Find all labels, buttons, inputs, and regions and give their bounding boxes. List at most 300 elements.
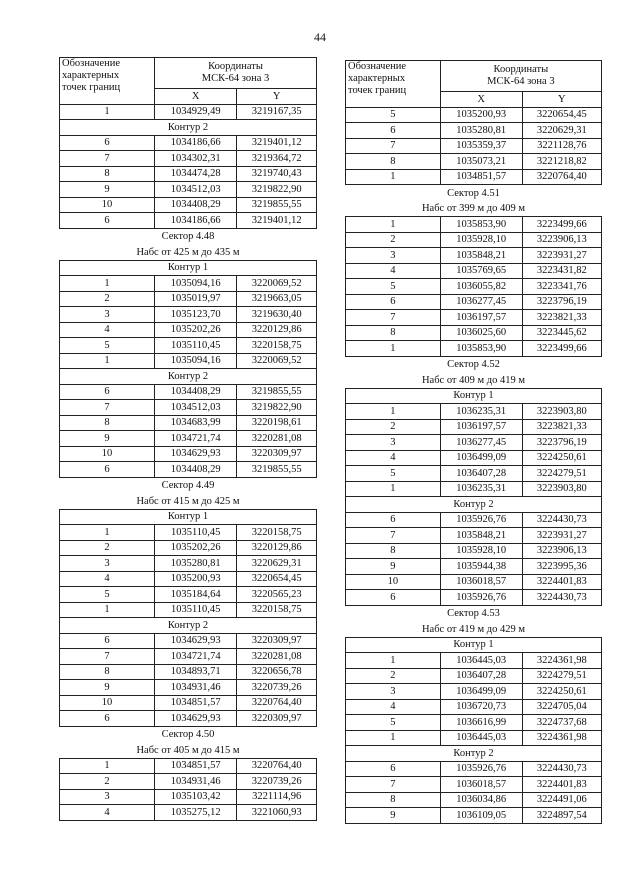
table-row xyxy=(60,805,317,821)
point-number-cell: 1 xyxy=(346,404,441,420)
table-row xyxy=(346,668,602,684)
y-coordinate-cell: 3223903,80 xyxy=(522,404,601,420)
y-coordinate-cell: 3220654,45 xyxy=(237,571,317,587)
y-coordinate-cell: 3220764,40 xyxy=(237,758,317,774)
x-coordinate-cell: 1034186,66 xyxy=(155,213,237,229)
sector-caption-row xyxy=(60,244,317,260)
x-coordinate-cell: 1034893,71 xyxy=(155,664,237,680)
point-number-cell: 10 xyxy=(60,695,155,711)
y-coordinate-cell: 3219855,55 xyxy=(237,462,317,478)
y-coordinate-cell: 3224897,54 xyxy=(522,808,601,824)
table-row xyxy=(60,525,317,541)
sector-caption: Сектор 4.50 xyxy=(161,729,215,741)
point-number-cell: 7 xyxy=(346,777,441,793)
y-coordinate-cell: 3219740,43 xyxy=(237,166,317,182)
table-row xyxy=(60,338,317,354)
table-row xyxy=(60,664,317,680)
table-row xyxy=(346,123,602,139)
table-row xyxy=(346,528,602,544)
x-coordinate-cell: 1034408,29 xyxy=(155,462,237,478)
point-number-cell: 5 xyxy=(346,466,441,482)
table-header-row xyxy=(60,58,317,89)
coordinates-table-right xyxy=(345,60,602,824)
table-row xyxy=(346,263,602,279)
point-number-cell: 10 xyxy=(60,197,155,213)
sector-caption-row xyxy=(60,742,317,758)
contour-label-row xyxy=(60,509,317,525)
table-row xyxy=(60,587,317,603)
point-number-cell: 5 xyxy=(60,587,155,603)
y-coordinate-cell: 3220281,08 xyxy=(237,431,317,447)
point-number-cell: 2 xyxy=(60,291,155,307)
x-coordinate-cell: 1036197,57 xyxy=(440,419,522,435)
y-coordinate-cell: 3220129,86 xyxy=(237,322,317,338)
point-number-cell: 3 xyxy=(60,307,155,323)
y-coordinate-cell: 3223906,13 xyxy=(522,543,601,559)
table-row xyxy=(60,446,317,462)
x-coordinate-cell: 1035848,21 xyxy=(440,528,522,544)
table-row xyxy=(60,758,317,774)
table-row xyxy=(346,169,602,185)
contour-label: Контур 2 xyxy=(346,746,602,762)
x-coordinate-cell: 1034512,03 xyxy=(155,400,237,416)
sector-caption: Сектор 4.49 xyxy=(161,480,215,492)
table-row xyxy=(346,466,602,482)
table-row xyxy=(346,653,602,669)
table-row xyxy=(346,481,602,497)
y-coordinate-cell: 3223796,19 xyxy=(522,294,601,310)
table-row xyxy=(346,792,602,808)
sector-caption: Сектор 4.52 xyxy=(447,359,500,371)
x-coordinate-cell: 1036616,99 xyxy=(440,715,522,731)
table-row xyxy=(60,151,317,167)
points-label-line: точек границ xyxy=(62,82,121,94)
table-row xyxy=(346,325,602,341)
sector-caption-row xyxy=(346,372,602,388)
y-coordinate-cell: 3224430,73 xyxy=(522,512,601,528)
sector-caption: Сектор 4.53 xyxy=(447,608,500,620)
contour-label: Контур 2 xyxy=(60,120,317,136)
y-coordinate-cell: 3223796,19 xyxy=(522,435,601,451)
point-number-cell: 1 xyxy=(60,602,155,618)
left-coordinates-column xyxy=(59,57,317,821)
y-coordinate-cell: 3224430,73 xyxy=(522,590,601,606)
point-number-cell: 1 xyxy=(346,169,441,185)
point-number-cell: 2 xyxy=(60,540,155,556)
point-number-cell: 7 xyxy=(346,138,441,154)
table-row xyxy=(346,138,602,154)
point-number-cell: 6 xyxy=(346,294,441,310)
x-coordinate-cell: 1035073,21 xyxy=(440,154,522,170)
table-row xyxy=(346,512,602,528)
table-row xyxy=(60,415,317,431)
x-coordinate-cell: 1035202,26 xyxy=(155,322,237,338)
point-number-cell: 8 xyxy=(346,154,441,170)
y-coordinate-cell: 3220629,31 xyxy=(522,123,601,139)
y-coordinate-cell: 3220069,52 xyxy=(237,353,317,369)
point-number-cell: 8 xyxy=(346,792,441,808)
x-coordinate-cell: 1036197,57 xyxy=(440,310,522,326)
y-coordinate-cell: 3224250,61 xyxy=(522,684,601,700)
table-row xyxy=(60,431,317,447)
x-coordinate-cell: 1035094,16 xyxy=(155,353,237,369)
y-coordinate-cell: 3221060,93 xyxy=(237,805,317,821)
contour-label: Контур 2 xyxy=(346,497,602,513)
points-label-line: Обозначение xyxy=(62,58,121,69)
point-number-cell: 6 xyxy=(346,123,441,139)
y-coordinate-cell: 3223821,33 xyxy=(522,419,601,435)
table-row xyxy=(346,715,602,731)
x-coordinate-cell: 1035926,76 xyxy=(440,590,522,606)
y-coordinate-cell: 3220158,75 xyxy=(237,338,317,354)
point-number-cell: 1 xyxy=(346,217,441,233)
y-coordinate-cell: 3219855,55 xyxy=(237,197,317,213)
table-row xyxy=(60,571,317,587)
table-row xyxy=(60,789,317,805)
point-number-cell: 6 xyxy=(60,633,155,649)
point-number-cell: 6 xyxy=(60,711,155,727)
x-coordinate-cell: 1035123,70 xyxy=(155,307,237,323)
x-coordinate-cell: 1036109,05 xyxy=(440,808,522,824)
y-coordinate-cell: 3224401,83 xyxy=(522,574,601,590)
points-label-header xyxy=(346,61,441,108)
sector-caption-row xyxy=(346,201,602,217)
table-row xyxy=(346,684,602,700)
point-number-cell: 6 xyxy=(60,213,155,229)
x-coordinate-cell: 1035110,45 xyxy=(155,338,237,354)
x-coordinate-cell: 1035275,12 xyxy=(155,805,237,821)
table-row xyxy=(60,166,317,182)
table-row xyxy=(346,450,602,466)
sector-caption-row xyxy=(346,185,602,201)
y-coordinate-cell: 3220309,97 xyxy=(237,711,317,727)
point-number-cell: 9 xyxy=(60,182,155,198)
table-row xyxy=(60,182,317,198)
x-coordinate-cell: 1035280,81 xyxy=(440,123,522,139)
x-column-header: X xyxy=(440,92,522,108)
x-coordinate-cell: 1034931,46 xyxy=(155,680,237,696)
x-coordinate-cell: 1035280,81 xyxy=(155,556,237,572)
point-number-cell: 5 xyxy=(60,338,155,354)
y-coordinate-cell: 3219663,05 xyxy=(237,291,317,307)
y-coordinate-cell: 3220309,97 xyxy=(237,446,317,462)
x-coordinate-cell: 1034683,99 xyxy=(155,415,237,431)
coordinate-system: МСК-64 зона 3 xyxy=(201,73,270,84)
point-number-cell: 9 xyxy=(346,808,441,824)
sector-caption-row xyxy=(346,621,602,637)
y-coordinate-cell: 3221114,96 xyxy=(237,789,317,805)
point-number-cell: 4 xyxy=(60,571,155,587)
x-coordinate-cell: 1036407,28 xyxy=(440,668,522,684)
point-number-cell: 6 xyxy=(60,135,155,151)
point-number-cell: 1 xyxy=(346,341,441,357)
point-number-cell: 10 xyxy=(60,446,155,462)
x-coordinate-cell: 1036720,73 xyxy=(440,699,522,715)
y-coordinate-cell: 3224361,98 xyxy=(522,653,601,669)
table-row xyxy=(60,556,317,572)
table-row xyxy=(346,808,602,824)
contour-label: Контур 1 xyxy=(60,260,317,276)
x-coordinate-cell: 1036235,31 xyxy=(440,481,522,497)
table-row xyxy=(346,279,602,295)
x-coordinate-cell: 1036018,57 xyxy=(440,574,522,590)
x-coordinate-cell: 1036034,86 xyxy=(440,792,522,808)
y-coordinate-cell: 3223931,27 xyxy=(522,248,601,264)
point-number-cell: 1 xyxy=(60,104,155,120)
point-number-cell: 7 xyxy=(60,649,155,665)
point-number-cell: 1 xyxy=(346,481,441,497)
sector-caption: Набс от 415 м до 425 м xyxy=(136,495,240,507)
x-coordinate-cell: 1035200,93 xyxy=(155,571,237,587)
table-row xyxy=(60,602,317,618)
points-label-header xyxy=(60,58,155,105)
table-row xyxy=(346,699,602,715)
x-coordinate-cell: 1034512,03 xyxy=(155,182,237,198)
y-coordinate-cell: 3224737,68 xyxy=(522,715,601,731)
point-number-cell: 6 xyxy=(346,590,441,606)
x-coordinate-cell: 1034474,28 xyxy=(155,166,237,182)
y-coordinate-cell: 3224401,83 xyxy=(522,777,601,793)
y-coordinate-cell: 3220309,97 xyxy=(237,633,317,649)
table-row xyxy=(346,341,602,357)
y-coordinate-cell: 3223499,66 xyxy=(522,217,601,233)
contour-label-row xyxy=(346,388,602,404)
point-number-cell: 8 xyxy=(60,415,155,431)
point-number-cell: 2 xyxy=(346,232,441,248)
y-coordinate-cell: 3224279,51 xyxy=(522,466,601,482)
x-coordinate-cell: 1034931,46 xyxy=(155,774,237,790)
coordinates-header xyxy=(155,58,317,89)
table-row xyxy=(60,649,317,665)
x-coordinate-cell: 1034851,57 xyxy=(440,169,522,185)
y-coordinate-cell: 3220129,86 xyxy=(237,540,317,556)
sector-caption-row xyxy=(60,477,317,493)
x-coordinate-cell: 1034721,74 xyxy=(155,431,237,447)
table-row xyxy=(346,543,602,559)
sector-caption: Набс от 425 м до 435 м xyxy=(136,246,240,258)
sector-caption-row xyxy=(60,493,317,509)
point-number-cell: 2 xyxy=(346,668,441,684)
y-coordinate-cell: 3223499,66 xyxy=(522,341,601,357)
y-coordinate-cell: 3220739,26 xyxy=(237,680,317,696)
y-coordinate-cell: 3221128,76 xyxy=(522,138,601,154)
table-row xyxy=(346,419,602,435)
y-coordinate-cell: 3219401,12 xyxy=(237,213,317,229)
point-number-cell: 6 xyxy=(346,512,441,528)
x-coordinate-cell: 1035103,42 xyxy=(155,789,237,805)
point-number-cell: 1 xyxy=(60,353,155,369)
point-number-cell: 4 xyxy=(346,263,441,279)
x-coordinate-cell: 1035853,90 xyxy=(440,217,522,233)
table-row xyxy=(346,248,602,264)
sector-caption-row xyxy=(60,228,317,244)
point-number-cell: 8 xyxy=(346,325,441,341)
sector-caption-row xyxy=(346,356,602,372)
contour-label: Контур 2 xyxy=(60,369,317,385)
table-row xyxy=(346,574,602,590)
point-number-cell: 1 xyxy=(346,730,441,746)
y-column-header: Y xyxy=(522,92,601,108)
sector-caption: Набс от 405 м до 415 м xyxy=(136,744,240,756)
y-coordinate-cell: 3224491,06 xyxy=(522,792,601,808)
points-label-line: Обозначение xyxy=(348,61,407,72)
y-coordinate-cell: 3221218,82 xyxy=(522,154,601,170)
y-coordinate-cell: 3223341,76 xyxy=(522,279,601,295)
x-coordinate-cell: 1034721,74 xyxy=(155,649,237,665)
y-coordinate-cell: 3220629,31 xyxy=(237,556,317,572)
point-number-cell: 6 xyxy=(60,462,155,478)
table-row xyxy=(346,232,602,248)
point-number-cell: 5 xyxy=(346,715,441,731)
y-coordinate-cell: 3219822,90 xyxy=(237,182,317,198)
page-number: 44 xyxy=(314,30,326,44)
x-coordinate-cell: 1035110,45 xyxy=(155,602,237,618)
x-coordinate-cell: 1036407,28 xyxy=(440,466,522,482)
table-row xyxy=(60,633,317,649)
table-row xyxy=(60,276,317,292)
table-row xyxy=(346,777,602,793)
y-coordinate-cell: 3219822,90 xyxy=(237,400,317,416)
y-coordinate-cell: 3223445,62 xyxy=(522,325,601,341)
y-coordinate-cell: 3220654,45 xyxy=(522,107,601,123)
points-label-line: характерных xyxy=(62,70,120,82)
point-number-cell: 7 xyxy=(60,151,155,167)
x-coordinate-cell: 1035184,64 xyxy=(155,587,237,603)
y-coordinate-cell: 3224361,98 xyxy=(522,730,601,746)
x-coordinate-cell: 1034851,57 xyxy=(155,758,237,774)
x-coordinate-cell: 1035848,21 xyxy=(440,248,522,264)
y-coordinate-cell: 3220656,78 xyxy=(237,664,317,680)
x-coordinate-cell: 1035202,26 xyxy=(155,540,237,556)
contour-label: Контур 1 xyxy=(346,388,602,404)
table-row xyxy=(346,107,602,123)
x-coordinate-cell: 1034851,57 xyxy=(155,695,237,711)
point-number-cell: 6 xyxy=(60,384,155,400)
contour-label: Контур 1 xyxy=(346,637,602,653)
y-column-header: Y xyxy=(237,89,317,105)
point-number-cell: 7 xyxy=(346,310,441,326)
point-number-cell: 1 xyxy=(60,525,155,541)
point-number-cell: 5 xyxy=(346,279,441,295)
x-coordinate-cell: 1034629,93 xyxy=(155,711,237,727)
y-coordinate-cell: 3220281,08 xyxy=(237,649,317,665)
table-row xyxy=(346,559,602,575)
table-row xyxy=(346,154,602,170)
y-coordinate-cell: 3220764,40 xyxy=(237,695,317,711)
point-number-cell: 7 xyxy=(60,400,155,416)
x-coordinate-cell: 1034408,29 xyxy=(155,384,237,400)
point-number-cell: 3 xyxy=(60,789,155,805)
x-coordinate-cell: 1035928,10 xyxy=(440,232,522,248)
table-row xyxy=(346,404,602,420)
x-coordinate-cell: 1036277,45 xyxy=(440,294,522,310)
contour-label-row xyxy=(346,637,602,653)
table-row xyxy=(60,400,317,416)
x-coordinate-cell: 1034302,31 xyxy=(155,151,237,167)
y-coordinate-cell: 3220565,23 xyxy=(237,587,317,603)
sector-caption: Набс от 419 м до 429 м xyxy=(421,623,526,635)
y-coordinate-cell: 3223906,13 xyxy=(522,232,601,248)
x-coordinate-cell: 1035094,16 xyxy=(155,276,237,292)
y-coordinate-cell: 3219855,55 xyxy=(237,384,317,400)
table-row xyxy=(60,135,317,151)
x-coordinate-cell: 1036445,03 xyxy=(440,653,522,669)
point-number-cell: 7 xyxy=(346,528,441,544)
x-coordinate-cell: 1036499,09 xyxy=(440,684,522,700)
left-table-body xyxy=(60,58,317,821)
point-number-cell: 4 xyxy=(60,805,155,821)
x-coordinate-cell: 1034408,29 xyxy=(155,197,237,213)
contour-label-row xyxy=(60,260,317,276)
table-row xyxy=(60,711,317,727)
table-row xyxy=(346,590,602,606)
points-label-line: характерных xyxy=(348,73,406,85)
table-row xyxy=(346,761,602,777)
contour-label: Контур 2 xyxy=(60,618,317,634)
table-row xyxy=(346,217,602,233)
x-coordinate-cell: 1035359,37 xyxy=(440,138,522,154)
sector-caption: Набс от 409 м до 419 м xyxy=(421,374,526,386)
contour-label-row xyxy=(60,120,317,136)
point-number-cell: 3 xyxy=(60,556,155,572)
coordinates-title: Координаты xyxy=(208,60,263,72)
point-number-cell: 6 xyxy=(346,761,441,777)
table-row xyxy=(346,435,602,451)
point-number-cell: 3 xyxy=(346,435,441,451)
table-row xyxy=(60,540,317,556)
table-row xyxy=(60,774,317,790)
point-number-cell: 2 xyxy=(60,774,155,790)
right-table-body xyxy=(346,61,602,824)
x-coordinate-cell: 1036055,82 xyxy=(440,279,522,295)
x-coordinate-cell: 1035019,97 xyxy=(155,291,237,307)
x-coordinate-cell: 1034186,66 xyxy=(155,135,237,151)
point-number-cell: 1 xyxy=(60,276,155,292)
x-coordinate-cell: 1034929,49 xyxy=(155,104,237,120)
right-coordinates-column xyxy=(345,60,602,824)
point-number-cell: 3 xyxy=(346,684,441,700)
x-coordinate-cell: 1035853,90 xyxy=(440,341,522,357)
x-coordinate-cell: 1035926,76 xyxy=(440,512,522,528)
point-number-cell: 4 xyxy=(346,699,441,715)
point-number-cell: 1 xyxy=(346,653,441,669)
x-column-header: X xyxy=(155,89,237,105)
x-coordinate-cell: 1036018,57 xyxy=(440,777,522,793)
table-row xyxy=(60,291,317,307)
point-number-cell: 8 xyxy=(60,166,155,182)
x-coordinate-cell: 1036025,60 xyxy=(440,325,522,341)
x-coordinate-cell: 1035110,45 xyxy=(155,525,237,541)
table-row xyxy=(346,730,602,746)
table-row xyxy=(60,104,317,120)
table-header-row xyxy=(346,61,602,92)
x-coordinate-cell: 1035926,76 xyxy=(440,761,522,777)
points-label-line: точек границ xyxy=(348,85,407,97)
point-number-cell: 8 xyxy=(346,543,441,559)
point-number-cell: 4 xyxy=(346,450,441,466)
point-number-cell: 1 xyxy=(60,758,155,774)
y-coordinate-cell: 3223995,36 xyxy=(522,559,601,575)
sector-caption-row xyxy=(346,605,602,621)
y-coordinate-cell: 3220739,26 xyxy=(237,774,317,790)
point-number-cell: 9 xyxy=(60,431,155,447)
table-row xyxy=(346,310,602,326)
sector-caption: Сектор 4.51 xyxy=(447,187,500,199)
point-number-cell: 8 xyxy=(60,664,155,680)
x-coordinate-cell: 1036499,09 xyxy=(440,450,522,466)
coordinates-table-left xyxy=(59,57,317,821)
sector-caption-row xyxy=(60,726,317,742)
